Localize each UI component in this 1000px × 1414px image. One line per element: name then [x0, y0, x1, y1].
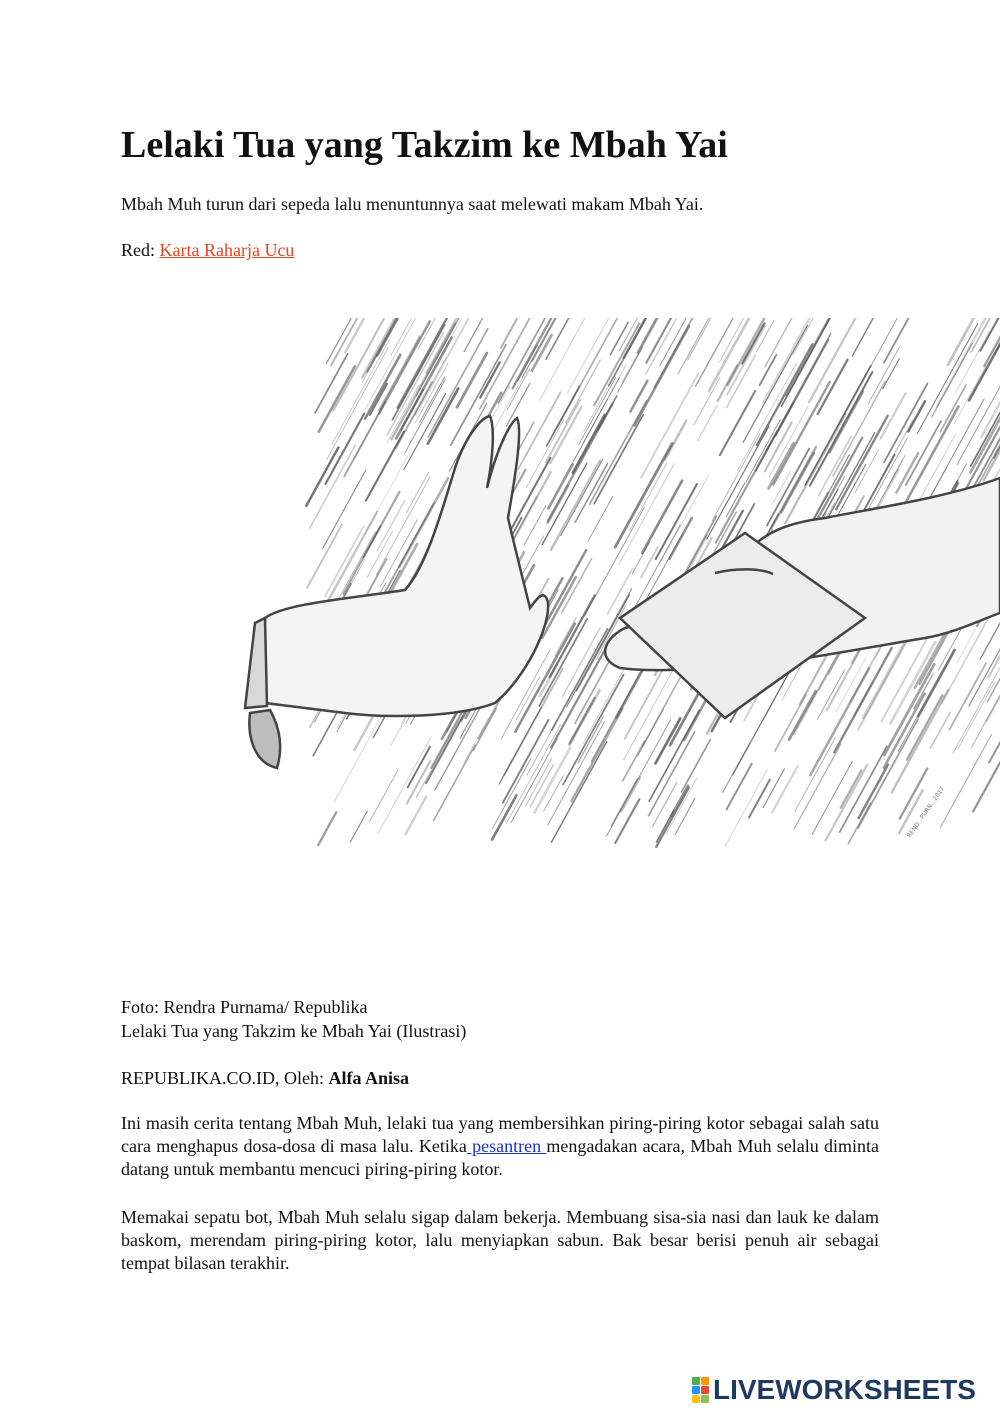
hatch-stroke: [544, 776, 564, 812]
hatch-stroke: [396, 382, 432, 448]
hatch-stroke: [615, 443, 672, 547]
hatch-stroke: [392, 324, 455, 439]
hatch-stroke: [817, 670, 844, 720]
hatch-stroke: [906, 421, 941, 485]
hatch-stroke: [621, 777, 640, 812]
hatch-stroke: [884, 664, 934, 755]
article-subtitle: Mbah Muh turun dari sepeda lalu menuntunnya saat melewati makam Mbah Yai.: [121, 194, 704, 214]
hatch-stroke: [370, 770, 398, 822]
editor-label: Red:: [121, 240, 160, 260]
hatch-stroke: [625, 668, 664, 738]
byline-source: REPUBLIKA.CO.ID, Oleh:: [121, 1068, 329, 1088]
logo-wordmark: LIVEWORKSHEETS: [713, 1374, 976, 1405]
hatch-stroke: [592, 668, 643, 761]
hatch-stroke: [307, 525, 342, 588]
hatch-stroke: [884, 318, 919, 363]
hatch-stroke: [573, 378, 619, 462]
byline-author: Alfa Anisa: [328, 1068, 410, 1088]
hatch-stroke: [769, 443, 794, 488]
editor-name-link[interactable]: Karta Raharja Ucu: [159, 240, 295, 260]
caption-description: Lelaki Tua yang Takzim ke Mbah Yai (Ilustrasi): [121, 1021, 467, 1041]
hatch-stroke: [431, 712, 462, 768]
hatch-stroke: [326, 414, 365, 484]
hatch-stroke: [773, 382, 829, 484]
hatch-stroke: [480, 362, 499, 397]
hatch-stroke: [827, 645, 863, 710]
hatch-stroke: [632, 542, 649, 574]
hatch-stroke: [760, 355, 777, 385]
hatch-stroke: [327, 348, 389, 460]
hatch-stroke: [810, 668, 869, 775]
hatch-stroke: [561, 459, 603, 536]
hatch-stroke: [769, 406, 808, 477]
hatch-stroke: [727, 764, 752, 810]
refusing-hand-drawing: [245, 416, 548, 768]
hatch-stroke: [350, 811, 367, 842]
hatch-stroke: [660, 475, 708, 563]
hatch-stroke: [794, 744, 841, 829]
hatch-stroke: [532, 335, 552, 371]
artist-signature: REND.. PURN.. 2017: [905, 785, 947, 840]
hatch-stroke: [588, 496, 613, 541]
hatch-stroke: [868, 346, 899, 403]
hatch-stroke: [524, 506, 546, 546]
hatch-stroke: [503, 720, 549, 803]
editor-line: [121, 238, 294, 262]
hatch-stroke: [331, 318, 396, 366]
hatch-stroke: [323, 470, 366, 548]
hatch-stroke: [908, 401, 925, 431]
hatch-stroke: [678, 318, 717, 374]
hatch-stroke: [642, 481, 682, 553]
hatch-stroke: [428, 389, 458, 444]
paragraph-1-text-b: mengadakan acara, Mbah Muh selalu diminta datang untuk membantu mencuci piring-piring kotor.: [121, 1136, 879, 1179]
hatch-stroke: [623, 741, 645, 781]
hatch-stroke: [709, 318, 759, 391]
hatch-stroke: [949, 663, 985, 729]
hatch-stroke: [615, 799, 639, 843]
hatch-stroke: [858, 719, 918, 828]
hatch-stroke: [566, 360, 600, 422]
hatch-stroke: [510, 472, 551, 546]
hatch-stroke: [954, 367, 985, 424]
hatch-stroke: [612, 779, 638, 826]
hatch-stroke: [940, 734, 991, 827]
hatch-stroke: [776, 340, 829, 436]
caption-credit: Foto: Rendra Purnama/ Republika: [121, 997, 368, 1017]
hatch-stroke: [563, 628, 600, 696]
paragraph-2: Memakai sepatu bot, Mbah Muh selalu sigap dalam bekerja. Membuang sisa-sia nasi dan lauk ke dalam baskom, merendam piring-piring kotor, lalu menyiapkan sabun. Bak besar berisi penuh air sebagai tempat bilasan terakhir.: [121, 1207, 879, 1273]
logo-mark-icon: [692, 1377, 709, 1403]
pesantren-link[interactable]: pesantren: [466, 1136, 547, 1156]
hatch-stroke: [772, 766, 798, 813]
hatch-stroke: [501, 318, 540, 348]
liveworksheets-logo[interactable]: [692, 1374, 976, 1406]
hatch-stroke: [665, 421, 687, 460]
hatch-stroke: [884, 420, 913, 473]
hatch-stroke: [775, 694, 806, 751]
hatch-stroke: [826, 765, 868, 841]
hatch-stroke: [315, 354, 348, 413]
hatch-stroke: [660, 318, 696, 366]
hatch-stroke: [836, 416, 887, 510]
hatch-stroke: [720, 391, 755, 455]
hatch-stroke: [507, 725, 561, 823]
hatch-stroke: [540, 318, 591, 400]
hatch-stroke: [641, 373, 698, 477]
hatch-stroke: [457, 353, 487, 407]
hatch-stroke: [881, 393, 906, 438]
hatch-stroke: [688, 318, 721, 360]
hatch-stroke: [865, 318, 917, 377]
hatch-stroke: [366, 318, 420, 409]
hatch-stroke: [319, 366, 355, 431]
byline: [121, 1066, 409, 1090]
hatch-stroke: [666, 778, 697, 834]
hatch-stroke: [526, 758, 552, 805]
hatch-stroke: [840, 375, 866, 422]
hatch-stroke: [749, 780, 770, 818]
hatch-stroke: [318, 812, 336, 845]
hatch-stroke: [619, 464, 674, 565]
hatch-stroke: [364, 452, 409, 534]
hatch-stroke: [526, 419, 564, 488]
hatch-stroke: [522, 318, 573, 377]
hatch-stroke: [694, 378, 720, 426]
hatch-stroke: [343, 559, 365, 599]
hatch-stroke: [972, 634, 1000, 748]
hatch-stroke: [546, 318, 611, 359]
hatch-stroke: [306, 448, 338, 506]
hatch-stroke: [986, 609, 1000, 721]
hatch-stroke: [932, 343, 972, 417]
paragraph-1: [121, 1112, 879, 1181]
hatch-stroke: [725, 769, 768, 847]
hatch-stroke: [594, 414, 643, 503]
hatch-stroke: [493, 758, 531, 828]
hatch-stroke: [795, 737, 835, 811]
hatch-stroke: [607, 569, 632, 615]
hatch-stroke: [698, 405, 717, 440]
hatch-stroke: [354, 415, 378, 459]
hatch-stroke: [575, 463, 607, 522]
photo-caption: [121, 995, 466, 1043]
hatch-stroke: [516, 677, 540, 721]
hatch-stroke: [325, 527, 363, 597]
hatch-stroke: [818, 360, 848, 414]
hatch-stroke: [406, 472, 428, 512]
hatch-stroke: [343, 492, 399, 594]
hatch-stroke: [914, 674, 933, 709]
article-title: Lelaki Tua yang Takzim ke Mbah Yai: [121, 124, 728, 166]
hatch-stroke: [763, 769, 784, 808]
hatch-stroke: [671, 786, 688, 816]
hatch-stroke: [634, 326, 689, 425]
paragraph-1-text-a: Ini masih cerita tentang Mbah Muh, lelaki tua yang membersihkan piring-piring kotor sebagai salah satu cara menghapus dosa-dosa di masa lalu. Ketika: [121, 1113, 879, 1156]
hatch-stroke: [585, 507, 645, 616]
hatch-stroke: [579, 378, 616, 445]
illustration-image: [225, 318, 1000, 870]
hatch-stroke: [570, 690, 600, 745]
hatch-stroke: [606, 720, 670, 837]
